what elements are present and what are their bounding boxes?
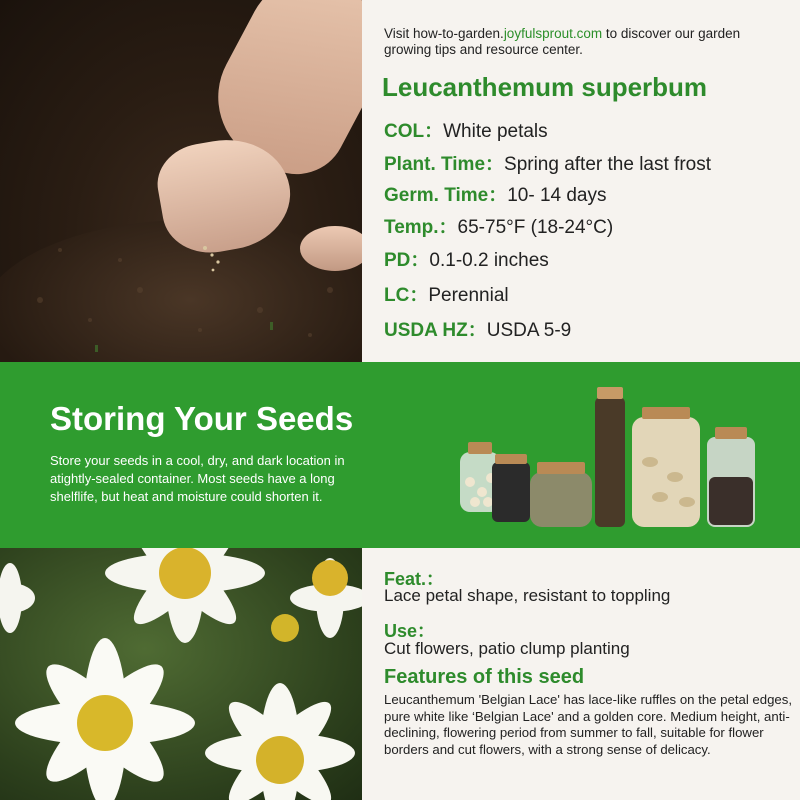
site-note-pre: Visit how-to-garden. — [384, 26, 504, 41]
spec-key: COL： — [384, 121, 444, 142]
seed-jars-image — [455, 382, 765, 532]
spec-key: LC： — [384, 285, 429, 306]
daisy-2 — [105, 548, 265, 643]
storage-band — [0, 362, 800, 548]
details-panel — [362, 548, 800, 800]
spec-row-depth — [384, 245, 549, 272]
use-label: Use： — [384, 621, 436, 641]
soil-texture — [0, 0, 362, 362]
spec-value: 0.1-0.2 inches — [429, 250, 549, 271]
spec-row-color — [384, 116, 548, 143]
plant-info-panel — [362, 0, 800, 362]
spec-key: Temp.： — [384, 217, 458, 238]
spec-row-plant-time — [384, 149, 711, 176]
daisy-4 — [271, 558, 362, 642]
spec-row-temp — [384, 212, 613, 239]
features-text: Leucanthemum 'Belgian Lace' has lace-like ruffles on the petal edges, pure white like ‘Belgian Lace' and a golden core. Medium height, anti-declining, flowering period from summer to fall, suitable for flower borders and cut flowers, with a strong sense of delicacy. — [384, 692, 793, 757]
daisy-1 — [15, 638, 195, 800]
daisy-3 — [205, 683, 355, 800]
spec-value: Perennial — [428, 285, 509, 306]
soil-hand-photo — [0, 0, 362, 362]
spec-row-usda — [384, 315, 571, 342]
spec-key: PD： — [384, 250, 430, 271]
daisy-illustration — [0, 548, 362, 800]
site-note-post: to discover our garden growing tips and resource center. — [384, 26, 741, 57]
features-title: Features of this seed — [384, 666, 585, 688]
storage-title: Storing Your Seeds — [50, 400, 354, 437]
spec-key: USDA HZ： — [384, 320, 487, 341]
storage-text: Store your seeds in a cool, dry, and dark location in atightly-sealed container. Most seeds have a long shelflife, but heat and moisture could shorten it. — [50, 453, 345, 504]
feat-label: Feat.： — [384, 569, 445, 589]
site-note — [384, 26, 784, 58]
spec-row-lifecycle — [384, 280, 509, 307]
spec-value: USDA 5-9 — [486, 320, 572, 341]
spec-value: 10- 14 days — [507, 185, 607, 206]
spec-key: Germ. Time： — [384, 185, 508, 206]
spec-value: Spring after the last frost — [504, 154, 712, 175]
spec-value: White petals — [443, 121, 548, 142]
feat-value: Lace petal shape, resistant to toppling — [384, 586, 671, 605]
site-link[interactable]: joyfulsprout.com — [503, 26, 603, 41]
daisy-flowers-photo — [0, 548, 362, 800]
spec-row-germ-time — [384, 180, 607, 207]
spec-value: 65-75°F (18-24°C) — [457, 217, 614, 238]
spec-key: Plant. Time： — [384, 154, 505, 175]
plant-name: Leucanthemum superbum — [382, 72, 708, 102]
use-value: Cut flowers, patio clump planting — [384, 639, 630, 658]
daisy-5 — [0, 563, 35, 633]
